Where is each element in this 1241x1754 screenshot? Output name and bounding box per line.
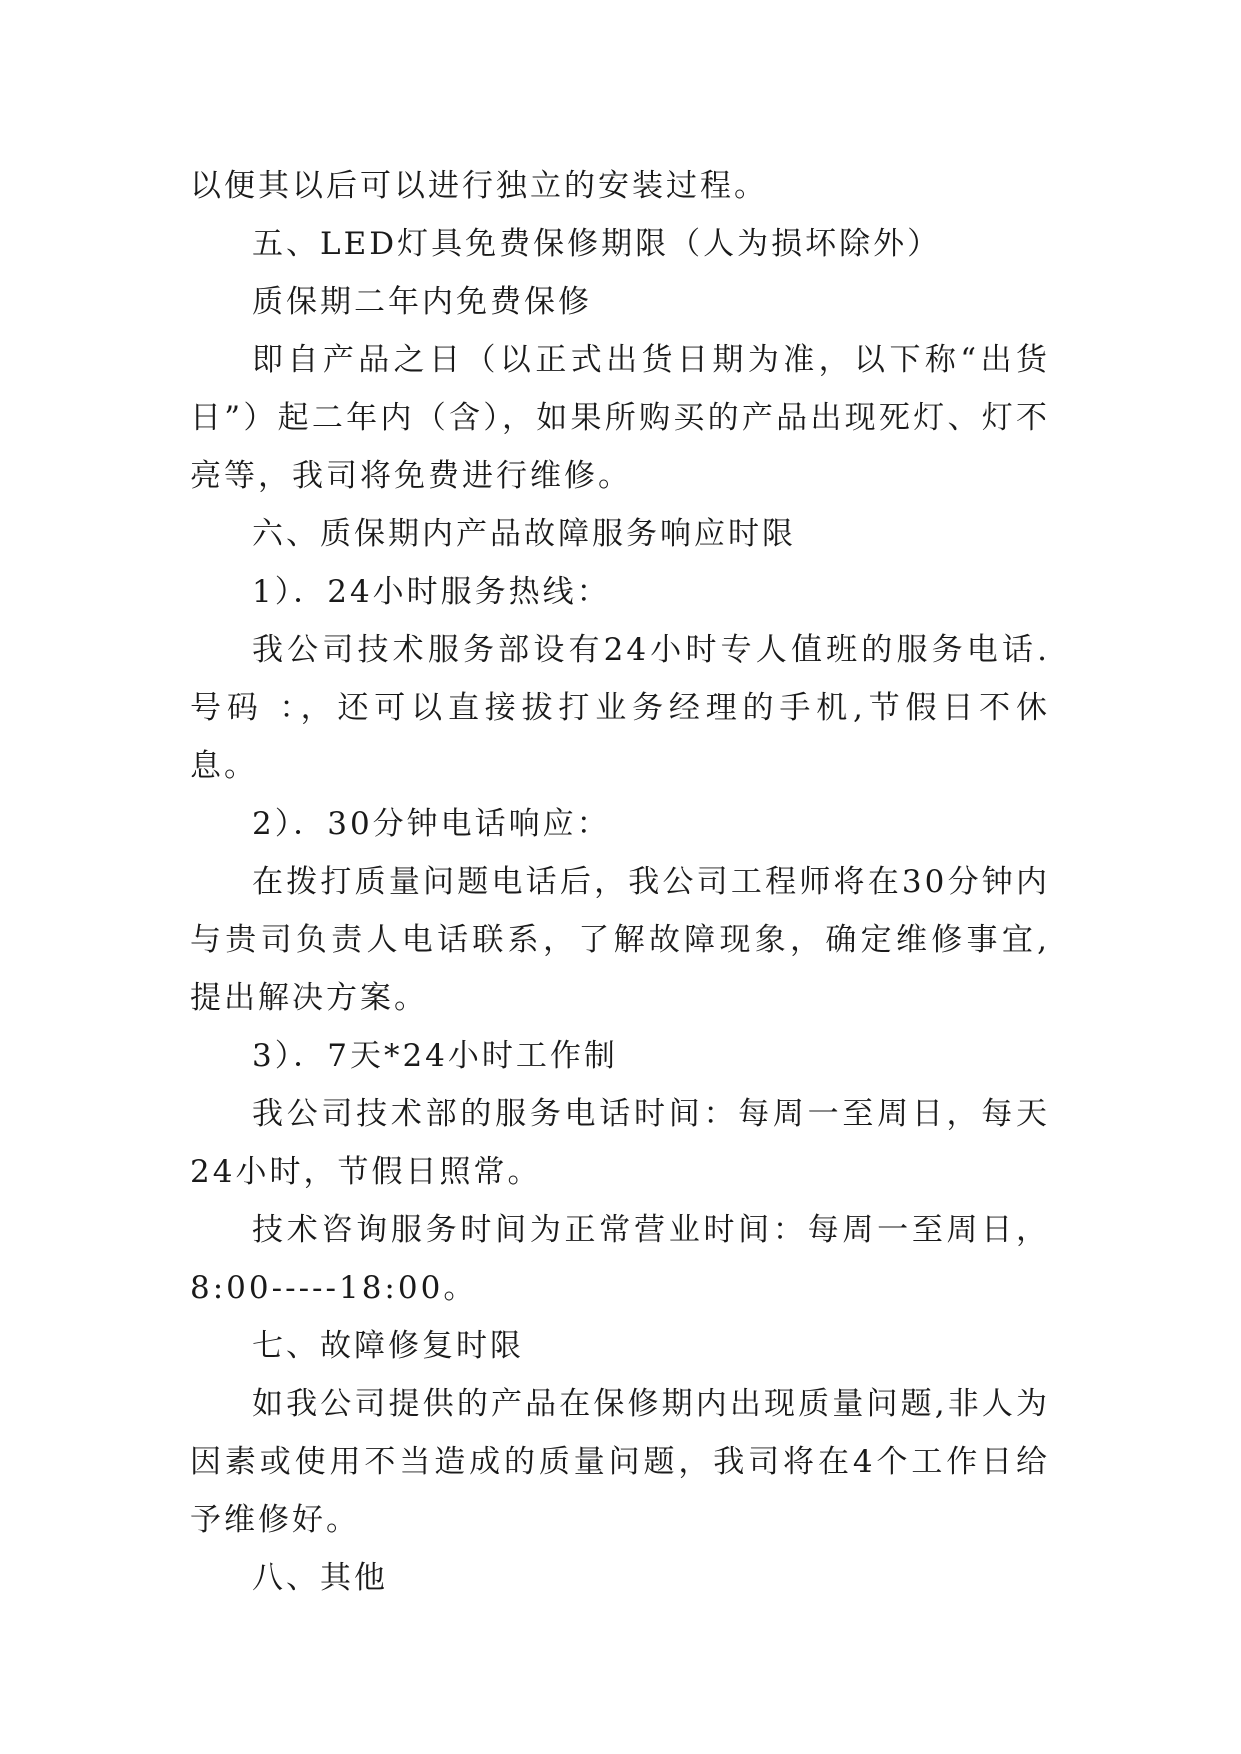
paragraph-hotline: 我公司技术服务部设有24小时专人值班的服务电话.号码 ：，还可以直接拔打业务经理的手机,节假日不休息。	[190, 632, 1050, 784]
paragraph-install-continuation: 以便其以后可以进行独立的安装过程。	[190, 168, 768, 204]
subheading-hotline: 1）．24小时服务热线：	[252, 574, 611, 610]
paragraph-phone-response: 在拨打质量问题电话后，我公司工程师将在30分钟内与贵司负责人电话联系，了解故障现象，确定维修事宜,提出解决方案。	[190, 864, 1050, 1016]
paragraph-repair-time: 如我公司提供的产品在保修期内出现质量问题,非人为因素或使用不当造成的质量问题，我司将在4个工作日给予维修好。	[190, 1386, 1050, 1538]
heading-warranty-period: 五、LED灯具免费保修期限（人为损坏除外）	[252, 226, 942, 262]
subheading-phone-response: 2）．30分钟电话响应：	[252, 806, 611, 842]
heading-other: 八、其他	[252, 1560, 388, 1596]
subheading-work-schedule: 3）．7天*24小时工作制	[252, 1038, 618, 1074]
paragraph-warranty-terms: 即自产品之日（以正式出货日期为准，以下称“出货日”）起二年内（含），如果所购买的产品出现死灯、灯不亮等，我司将免费进行维修。	[190, 342, 1050, 494]
paragraph-service-hours: 我公司技术部的服务电话时间：每周一至周日，每天24小时，节假日照常。	[190, 1096, 1050, 1190]
paragraph-warranty-two-years: 质保期二年内免费保修	[252, 284, 592, 320]
heading-response-time: 六、质保期内产品故障服务响应时限	[252, 516, 796, 552]
paragraph-consulting-hours: 技术咨询服务时间为正常营业时间：每周一至周日，8:00-----18:00。	[190, 1212, 1050, 1306]
heading-repair-time: 七、故障修复时限	[252, 1328, 524, 1364]
document-body	[190, 157, 1050, 1607]
